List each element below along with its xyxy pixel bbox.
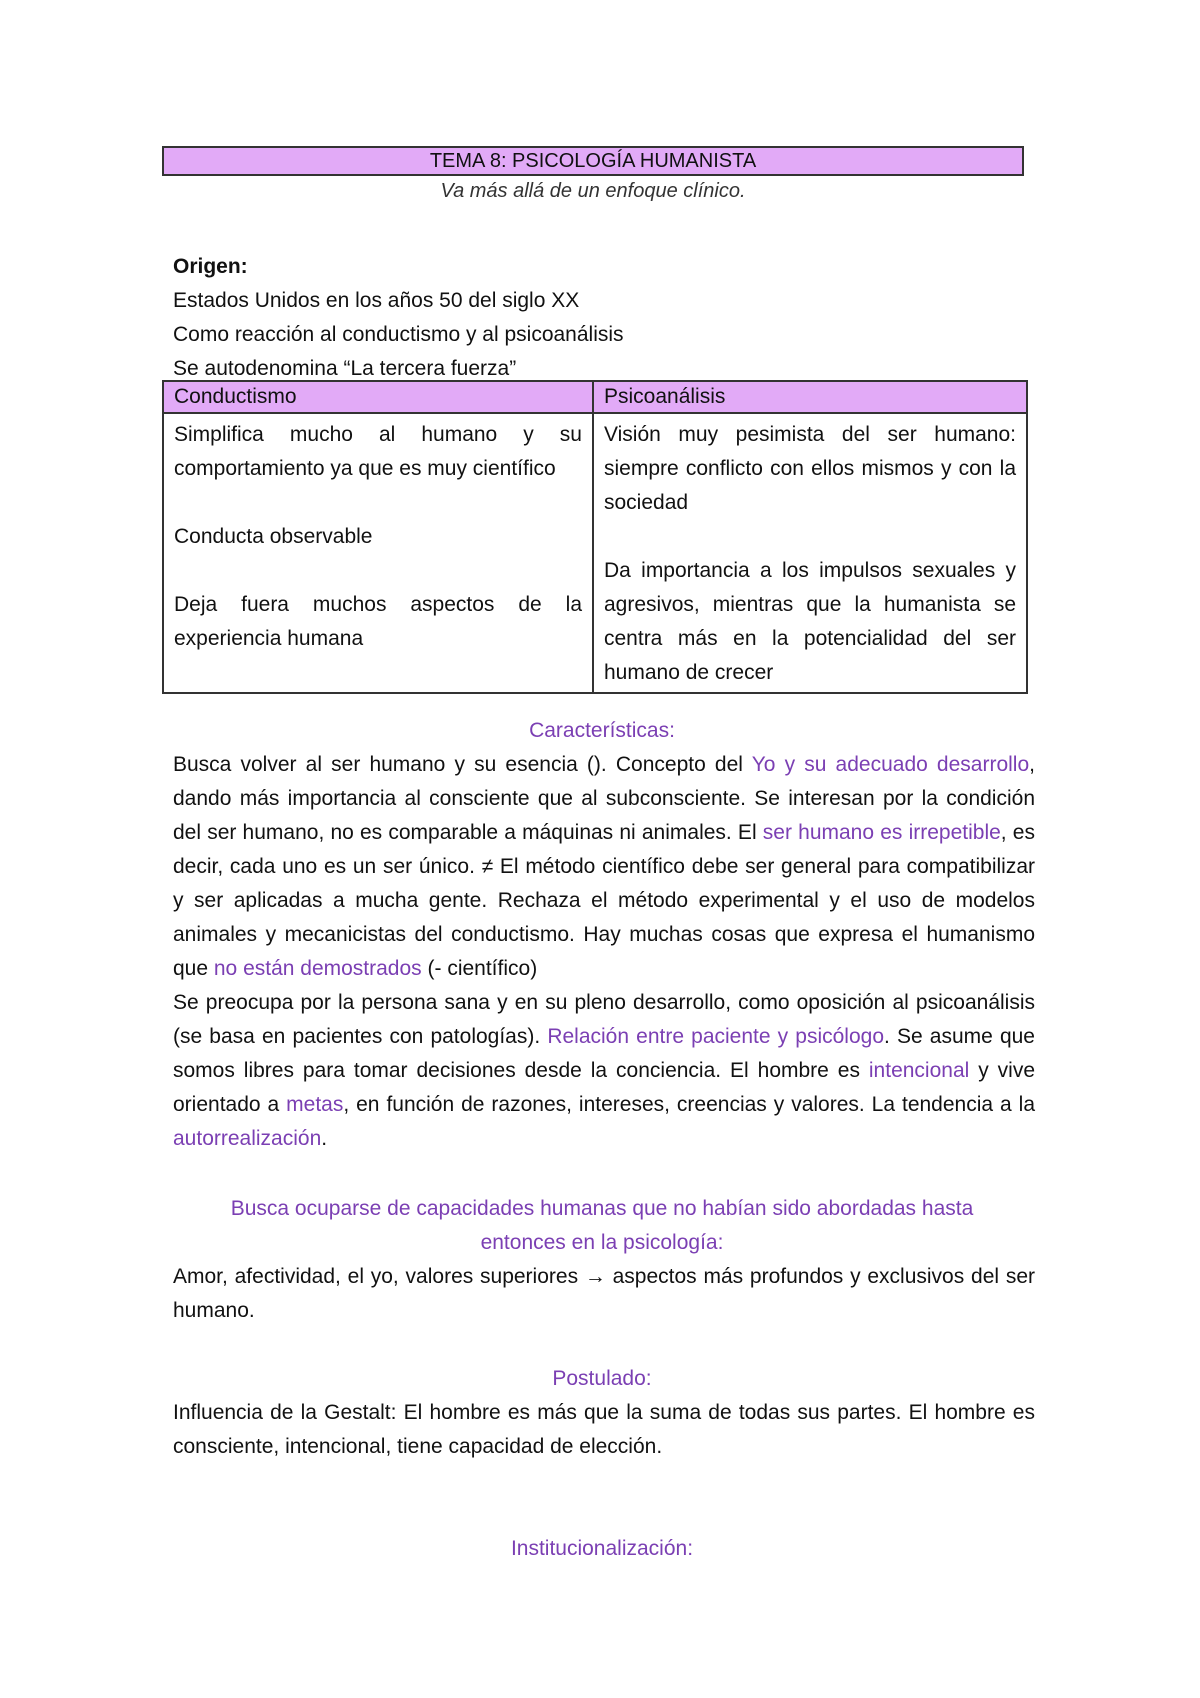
capacidades-paragraph: Amor, afectividad, el yo, valores superiores → aspectos más profundos y exclusivos del ser humano. xyxy=(173,1265,1035,1322)
document-title: TEMA 8: PSICOLOGÍA HUMANISTA xyxy=(162,146,1024,176)
text-run: , es decir, cada uno es un ser único. ≠ El método científico debe ser general para compatibilizar y ser aplicadas a mucha gente. Rechaza el método experimental y el uso de modelos animales y mecanicistas del conductismo. Hay muchas cosas que expresa el humanismo que xyxy=(173,821,1035,980)
comparison-table xyxy=(162,380,1028,694)
capacidades-heading: Busca ocuparse de capacidades humanas que no habían sido abordadas hasta entonces en la psicología: xyxy=(230,1197,974,1254)
highlight-text: ser humano es irrepetible xyxy=(762,821,1001,844)
text-run: . Se asume que somos libres para tomar decisiones desde la conciencia. El hombre es xyxy=(173,1025,1035,1082)
origin-line: Como reacción al conductismo y al psicoanálisis xyxy=(173,323,624,346)
postulado-paragraph: Influencia de la Gestalt: El hombre es más que la suma de todas sus partes. El hombre es consciente, intencional, tiene capacidad de elección. xyxy=(173,1401,1035,1458)
text-run: . xyxy=(321,1127,328,1150)
conductismo-cell xyxy=(163,413,593,693)
postulado-heading: Postulado: xyxy=(552,1367,652,1390)
highlight-text: Yo y su adecuado desarrollo xyxy=(751,753,1030,776)
header-conductismo: Conductismo xyxy=(163,381,593,413)
psicoanalisis-item: Visión muy pesimista del ser humano: siempre conflicto con ellos mismos y con la sociedad xyxy=(604,423,1016,514)
conductismo-item: Simplifica mucho al humano y su comportamiento ya que es muy científico xyxy=(174,423,582,480)
conductismo-item: Conducta observable xyxy=(174,525,373,548)
highlight-text: metas xyxy=(286,1093,344,1116)
caracteristicas-paragraph-2 xyxy=(173,986,1035,1156)
origin-section xyxy=(173,250,1033,386)
conductismo-item: Deja fuera muchos aspectos de la experiencia humana xyxy=(174,593,582,650)
caracteristicas-heading: Características: xyxy=(529,719,675,742)
text-run: Busca volver al ser humano y su esencia (). Concepto del xyxy=(173,753,752,776)
text-run: , en función de razones, intereses, creencias y valores. La tendencia a la xyxy=(343,1093,1035,1116)
caracteristicas-paragraph xyxy=(173,748,1035,986)
spacer xyxy=(174,554,582,588)
origin-line: Se autodenomina “La tercera fuerza” xyxy=(173,357,517,380)
psicoanalisis-cell xyxy=(593,413,1027,693)
text-run: Se preocupa por la persona sana y en su pleno desarrollo, como oposición al psicoanálisis (se basa en pacientes con patologías). xyxy=(173,991,1035,1048)
psicoanalisis-item: Da importancia a los impulsos sexuales y agresivos, mientras que la humanista se centra más en la potencialidad del ser humano de crecer xyxy=(604,559,1016,684)
spacer xyxy=(174,486,582,520)
header-psicoanalisis: Psicoanálisis xyxy=(593,381,1027,413)
origin-label: Origen: xyxy=(173,255,248,278)
text-run: (- científico) xyxy=(421,957,538,980)
highlight-text: autorrealización xyxy=(173,1127,322,1150)
table-row xyxy=(163,413,1027,693)
origin-line: Estados Unidos en los años 50 del siglo XX xyxy=(173,289,580,312)
highlight-text: no están demostrados xyxy=(213,957,422,980)
spacer xyxy=(604,520,1016,554)
text-run: , dando más importancia al consciente que al subconsciente. Se interesan por la condición del ser humano, no es comparable a máquinas ni animales. El xyxy=(173,753,1035,844)
table-header-row xyxy=(163,381,1027,413)
highlight-text: intencional xyxy=(868,1059,970,1082)
institucionalizacion-heading: Institucionalización: xyxy=(510,1537,694,1560)
text-run: y vive orientado a xyxy=(173,1059,1036,1116)
document-subtitle: Va más allá de un enfoque clínico. xyxy=(440,180,746,202)
highlight-text: Relación entre paciente y psicólogo xyxy=(547,1025,885,1048)
